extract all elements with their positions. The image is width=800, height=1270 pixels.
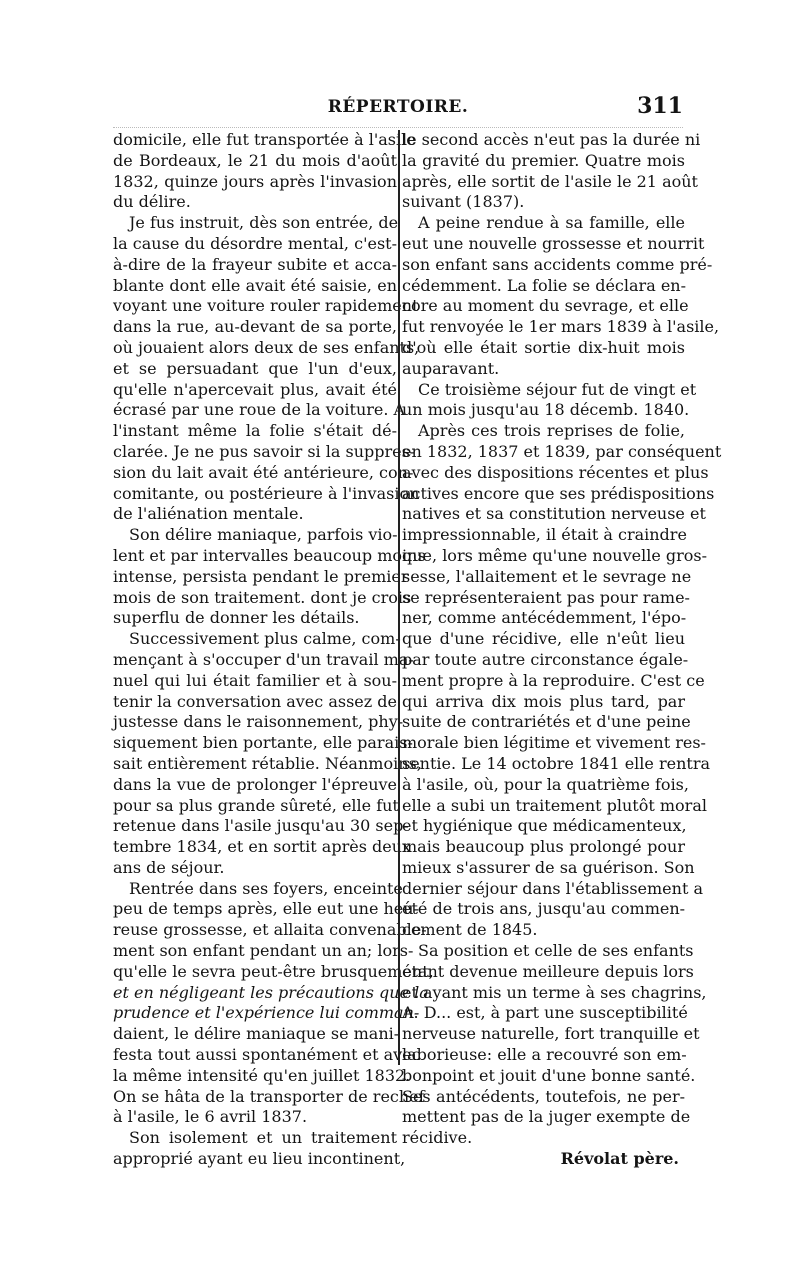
text-line: Révolat père.: [560, 1149, 679, 1169]
text-line: cement de 1845.: [402, 920, 538, 940]
text-line: impressionnable, il était à craindre: [402, 525, 687, 545]
text-line: sesse, l'allaitement et le sevrage ne: [402, 566, 692, 586]
text-line: comitante, ou postérieure à l'invasion: [113, 483, 420, 503]
text-line: justesse dans le raisonnement, phy-: [113, 712, 404, 732]
text-line: ment son enfant pendant un an; lors-: [113, 941, 414, 961]
text-line: où jouaient alors deux de ses enfants,: [113, 337, 420, 357]
text-line: par toute autre circonstance égale-: [402, 649, 689, 669]
text-line: sion du lait avait été antérieure, con-: [113, 462, 414, 482]
text-line: actives encore que ses prédispositions: [402, 483, 715, 503]
text-line: dernier séjour dans l'établissement a: [402, 878, 703, 898]
text-line: Après ces trois reprises de folie,: [418, 421, 685, 441]
left-column: [113, 130, 434, 1170]
text-line: écrasé par une roue de la voiture. A: [113, 400, 406, 420]
text-line: A peine rendue à sa famille, elle: [418, 213, 685, 233]
text-line: que d'une récidive, elle n'eût lieu: [402, 629, 685, 649]
text-line: étant devenue meilleure depuis lors: [402, 961, 694, 981]
text-line: à-dire de la frayeur subite et acca-: [113, 254, 397, 274]
text-line: le second accès n'eut pas la durée ni: [402, 130, 701, 149]
text-line: daient, le délire maniaque se mani-: [113, 1024, 400, 1044]
text-line: Ses antécédents, toutefois, ne per-: [402, 1086, 685, 1106]
running-title: RÉPERTOIRE.: [327, 97, 469, 117]
text-line: ment propre à la reproduire. C'est ce: [402, 670, 705, 690]
text-line: la gravité du premier. Quatre mois: [402, 150, 685, 170]
text-line: superflu de donner les détails.: [113, 608, 360, 628]
text-line: eut une nouvelle grossesse et nourrit: [402, 233, 705, 253]
text-line: sentie. Le 14 octobre 1841 elle rentra: [402, 753, 710, 773]
text-line: voyant une voiture rouler rapidement: [113, 296, 419, 316]
text-line: Ce troisième séjour fut de vingt et: [418, 379, 697, 399]
text-line: retenue dans l'asile jusqu'au 30 sep-: [113, 816, 409, 836]
text-line: la cause du désordre mental, c'est-: [113, 233, 397, 253]
text-line: été de trois ans, jusqu'au commen-: [402, 899, 686, 919]
text-line: laborieuse: elle a recouvré son em-: [402, 1045, 687, 1065]
text-line: et se persuadant que l'un d'eux,: [113, 358, 397, 378]
text-line: lent et par intervalles beaucoup moins: [113, 545, 426, 565]
text-line: natives et sa constitution nerveuse et: [402, 504, 706, 524]
text-line: qu'elle n'apercevait plus, avait été: [113, 379, 397, 399]
text-line: intense, persista pendant le premier: [113, 566, 409, 586]
text-line: suivant (1837).: [402, 192, 525, 212]
text-line: et ayant mis un terme à ses chagrins,: [402, 982, 707, 1002]
page-number: 311: [637, 93, 683, 119]
text-line: Rentrée dans ses foyers, enceinte: [129, 878, 403, 898]
text-line: morale bien légitime et vivement res-: [402, 733, 706, 753]
text-line: que, lors même qu'une nouvelle gros-: [402, 545, 708, 565]
text-line: festa tout aussi spontanément et avec: [113, 1045, 421, 1065]
text-line: mieux s'assurer de sa guérison. Son: [402, 857, 695, 877]
text-line: Son délire maniaque, parfois vio-: [129, 525, 398, 545]
text-line: Sa position et celle de ses enfants: [418, 941, 694, 961]
text-line: elle a subi un traitement plutôt moral: [402, 795, 707, 815]
text-line: qui arriva dix mois plus tard, par: [402, 691, 685, 711]
text-line: un mois jusqu'au 18 décemb. 1840.: [402, 400, 690, 420]
text-line: son enfant sans accidents comme pré-: [402, 254, 713, 274]
text-line: peu de temps après, elle eut une heu-: [113, 899, 419, 919]
text-line: approprié ayant eu lieu incontinent,: [113, 1149, 406, 1169]
text-line: ner, comme antécédemment, l'épo-: [402, 608, 687, 628]
right-column: [402, 130, 722, 1170]
text-line: reuse grossesse, et allaita convenable-: [113, 920, 427, 940]
text-line: après, elle sortit de l'asile le 21 août: [402, 171, 698, 191]
text-line: ans de séjour.: [113, 857, 225, 877]
column-divider: [398, 130, 400, 1065]
text-line: avec des dispositions récentes et plus: [402, 462, 709, 482]
text-line: Je fus instruit, dès son entrée, de: [129, 213, 399, 233]
text-line: clarée. Je ne pus savoir si la suppres-: [113, 441, 416, 461]
running-header: [113, 95, 683, 125]
text-line: qu'elle le sevra peut-être brusquement,: [113, 961, 434, 981]
text-line: blante dont elle avait été saisie, en: [113, 275, 397, 295]
text-line: en 1832, 1837 et 1839, par conséquent: [402, 441, 722, 461]
text-line: mettent pas de la juger exempte de: [402, 1107, 691, 1127]
text-line: tembre 1834, et en sortit après deux: [113, 837, 412, 857]
text-line: prudence et l'expérience lui comman-: [113, 1003, 420, 1023]
text-line: Successivement plus calme, com-: [129, 629, 401, 649]
text-line: dans la rue, au-devant de sa porte,: [113, 317, 397, 337]
text-line: domicile, elle fut transportée à l'asile: [113, 130, 416, 149]
text-line: nerveuse naturelle, fort tranquille et: [402, 1024, 700, 1044]
text-line: core au moment du sevrage, et elle: [402, 296, 689, 316]
text-line: auparavant.: [402, 358, 500, 378]
text-line: récidive.: [402, 1128, 473, 1148]
text-line: tenir la conversation avec assez de: [113, 691, 397, 711]
text-line: à l'asile, où, pour la quatrième fois,: [402, 774, 689, 794]
text-line: de l'aliénation mentale.: [113, 504, 304, 524]
text-line: A. D... est, à part une susceptibilité: [402, 1003, 688, 1023]
text-line: de Bordeaux, le 21 du mois d'août: [113, 150, 397, 170]
text-line: cédemment. La folie se déclara en-: [402, 275, 686, 295]
text-line: siquement bien portante, elle parais-: [113, 733, 413, 753]
text-line: On se hâta de la transporter de rechef: [113, 1086, 425, 1106]
text-line: l'instant même la folie s'était dé-: [113, 421, 397, 441]
text-line: à l'asile, le 6 avril 1837.: [113, 1107, 308, 1127]
text-line: sait entièrement rétablie. Néanmoins,: [113, 753, 422, 773]
text-line: et en négligeant les précautions que la: [113, 982, 429, 1002]
text-line: du délire.: [113, 192, 191, 212]
text-line: pour sa plus grande sûreté, elle fut: [113, 795, 399, 815]
text-line: se représenteraient pas pour rame-: [402, 587, 690, 607]
text-line: suite de contrariétés et d'une peine: [402, 712, 691, 732]
text-line: nuel qui lui était familier et à sou-: [113, 670, 397, 690]
text-line: mais beaucoup plus prolongé pour: [402, 837, 685, 857]
text-line: bonpoint et jouit d'une bonne santé.: [402, 1065, 696, 1085]
text-line: mois de son traitement. dont je crois: [113, 587, 412, 607]
text-line: fut renvoyée le 1er mars 1839 à l'asile,: [402, 317, 720, 337]
text-line: 1832, quinze jours après l'invasion: [113, 171, 397, 191]
text-line: d'où elle était sortie dix-huit mois: [402, 337, 685, 357]
text-line: et hygiénique que médicamenteux,: [402, 816, 687, 836]
text-line: mençant à s'occuper d'un travail ma-: [113, 649, 414, 669]
text-line: la même intensité qu'en juillet 1832.: [113, 1065, 411, 1085]
text-line: dans la vue de prolonger l'épreuve: [113, 774, 397, 794]
header-rule: [113, 127, 683, 128]
text-line: Son isolement et un traitement: [129, 1128, 397, 1148]
